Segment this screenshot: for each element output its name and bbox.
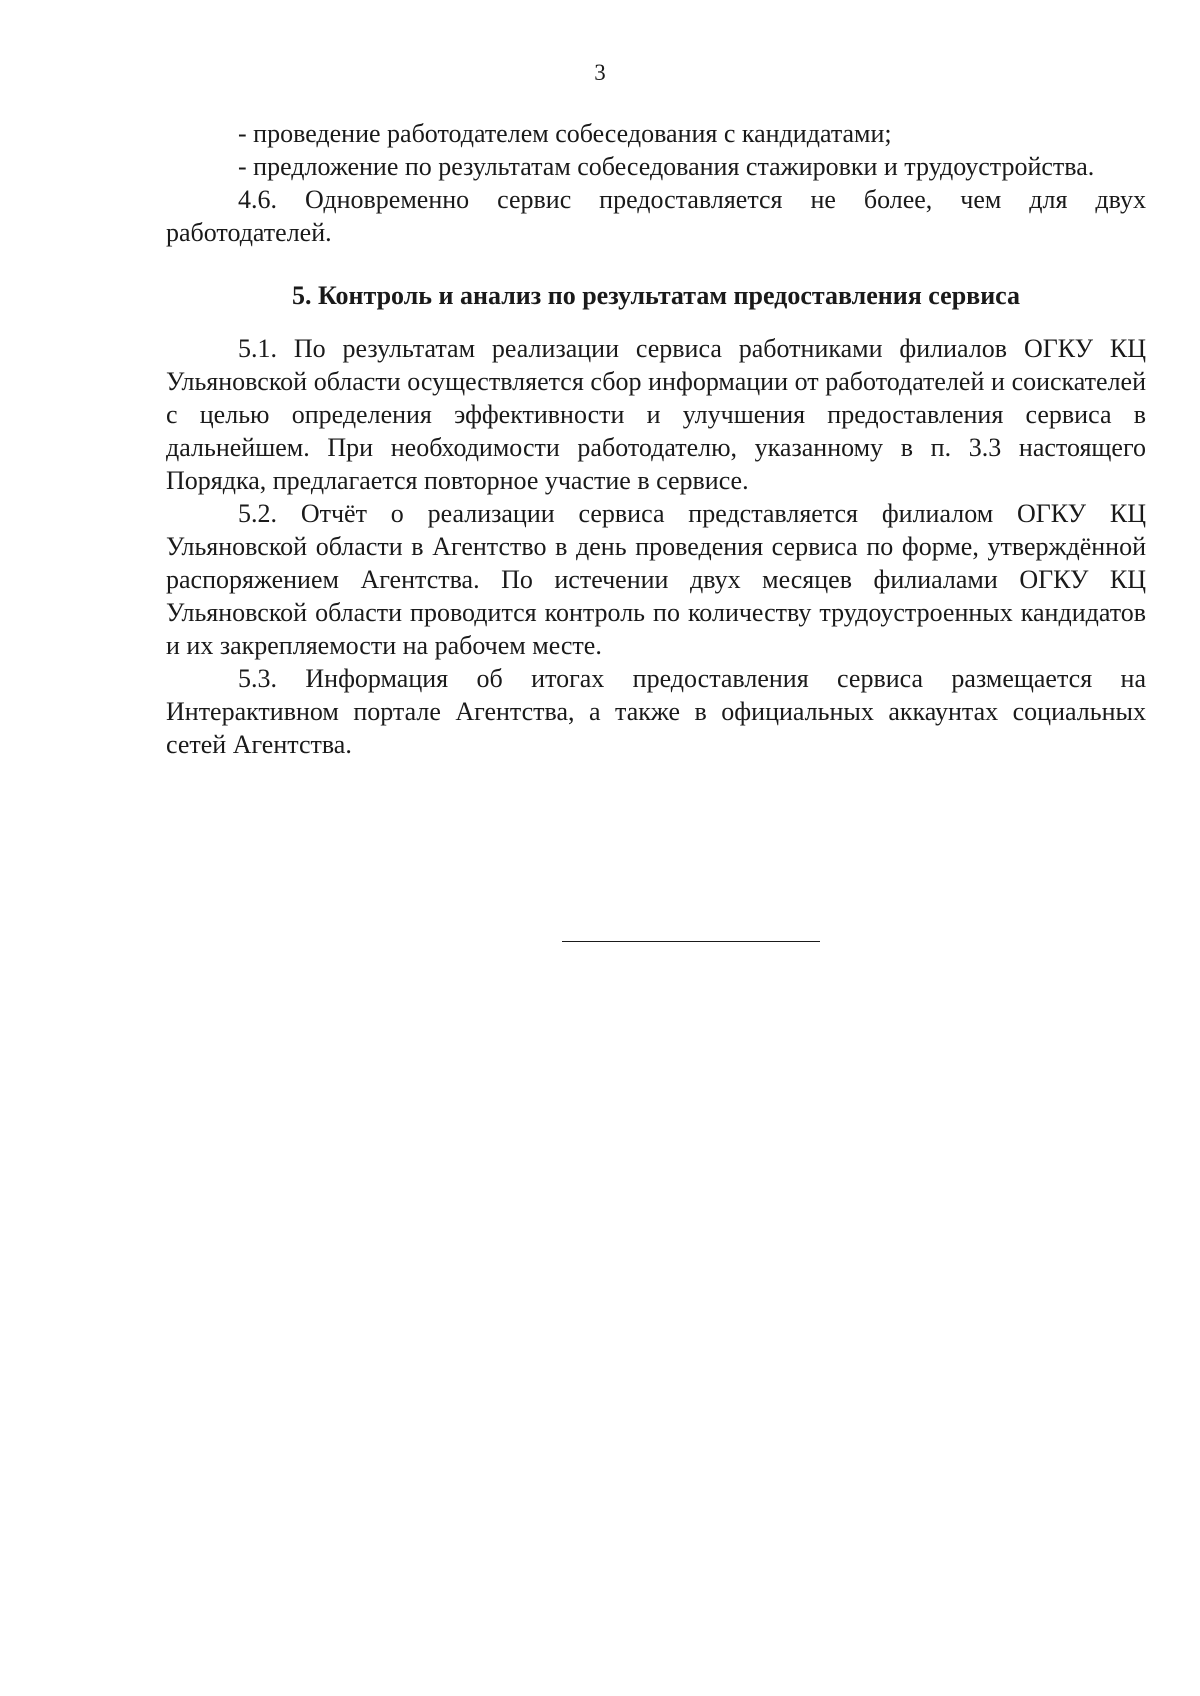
document-body xyxy=(166,117,1146,761)
page-number: 3 xyxy=(594,60,606,85)
paragraph-4-6: 4.6. Одновременно сервис предоставляется не более, чем для двух работодателей. xyxy=(166,185,1146,247)
paragraph-interview: - проведение работодателем собеседования с кандидатами; xyxy=(238,119,892,148)
paragraph-5-2: 5.2. Отчёт о реализации сервиса представляется филиалом ОГКУ КЦ Ульяновской области в Агентство в день проведения сервиса по форме, утверждённой распоряжением Агентства. По истечении двух месяцев филиалами ОГКУ КЦ Ульяновской области проводится контроль по количеству трудоустроенных кандидатов и их закрепляемости на рабочем месте. xyxy=(166,499,1146,660)
paragraph-offer: - предложение по результатам собеседования стажировки и трудоустройства. xyxy=(238,152,1095,181)
paragraph-5-3: 5.3. Информация об итогах предоставления сервиса размещается на Интерактивном портале Агентства, а также в официальных аккаунтах социальных сетей Агентства. xyxy=(166,664,1146,759)
section-5-heading: 5. Контроль и анализ по результатам предоставления сервиса xyxy=(291,281,1021,310)
paragraph-5-1: 5.1. По результатам реализации сервиса работниками филиалов ОГКУ КЦ Ульяновской области осуществляется сбор информации от работодателей и соискателей с целью определения эффективности и улучшения предоставления сервиса в дальнейшем. При необходимости работодателю, указанному в п. 3.3 настоящего Порядка, предлагается повторное участие в сервисе. xyxy=(166,334,1146,495)
end-of-document-line xyxy=(562,941,820,942)
